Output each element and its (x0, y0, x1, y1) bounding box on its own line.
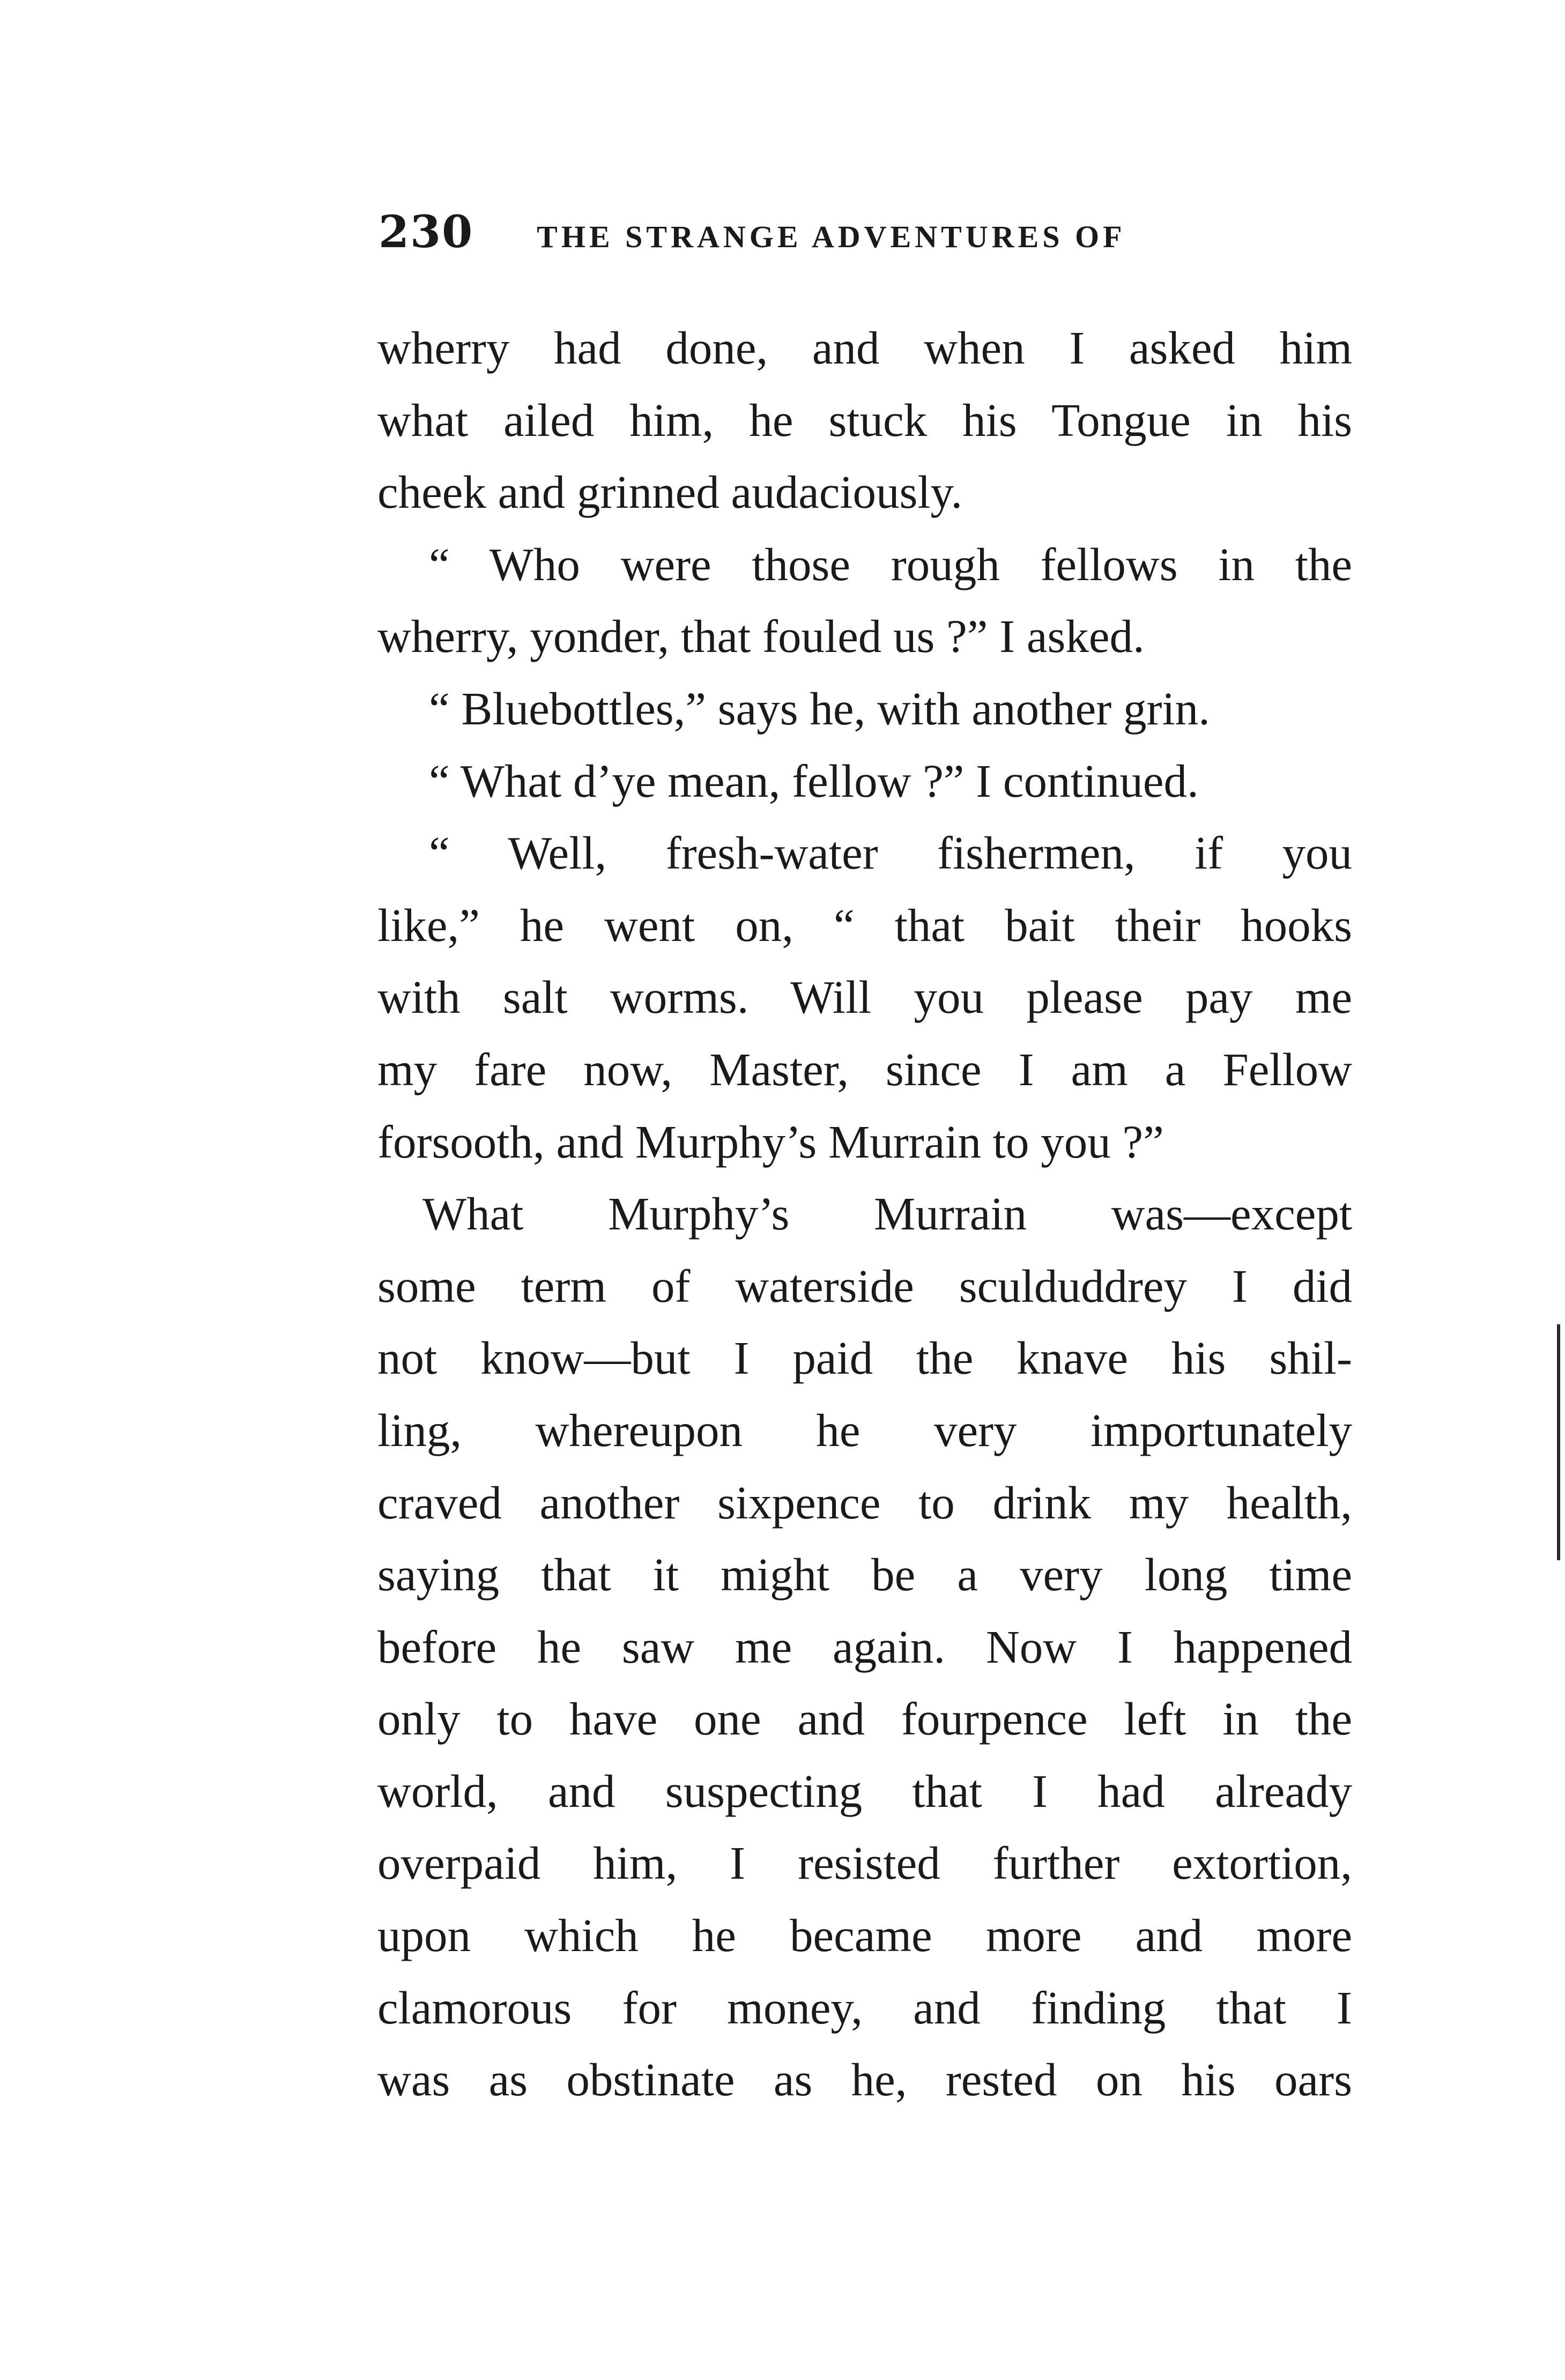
text-line: What Murphy’s Murrain was—except (422, 1188, 1352, 1240)
text-line: craved another sixpence to drink my health, (377, 1476, 1352, 1529)
text-line: was as obstinate as he, rested on his oars (377, 2053, 1352, 2106)
page-number: 230 (379, 206, 474, 258)
text-line: some term of waterside sculduddrey I did (377, 1259, 1352, 1312)
text-line: wherry, yonder, that fouled us ?” I asked. (377, 610, 1145, 663)
scan-edge-mark (1557, 1324, 1560, 1560)
body-text (377, 312, 1352, 2116)
running-head (379, 206, 1354, 260)
text-line: cheek and grinned audaciously. (377, 466, 963, 518)
text-line: with salt worms. Will you please pay me (377, 971, 1352, 1024)
text-line: what ailed him, he stuck his Tongue in his (377, 394, 1352, 446)
text-line: before he saw me again. Now I happened (377, 1620, 1352, 1673)
text-line: saying that it might be a very long time (377, 1548, 1352, 1601)
text-line: like,” he went on, “ that bait their hooks (377, 899, 1352, 951)
text-line: “ Who were those rough fellows in the (429, 538, 1352, 590)
text-line: not know—but I paid the knave his shil- (377, 1332, 1352, 1384)
text-line: world, and suspecting that I had already (377, 1764, 1352, 1817)
text-line: “ Bluebottles,” says he, with another grin. (429, 682, 1210, 735)
text-line: my fare now, Master, since I am a Fellow (377, 1043, 1352, 1095)
text-line: wherry had done, and when I asked him (377, 322, 1352, 374)
text-line: upon which he became more and more (377, 1909, 1352, 1962)
text-line: “ What d’ye mean, fellow ?” I continued. (429, 754, 1199, 807)
text-line: ling, whereupon he very importunately (377, 1404, 1352, 1456)
text-line: overpaid him, I resisted further extortion, (377, 1837, 1352, 1889)
text-line: clamorous for money, and finding that I (377, 1981, 1352, 2034)
running-title: THE STRANGE ADVENTURES OF (537, 219, 1126, 254)
text-line: only to have one and fourpence left in the (377, 1693, 1352, 1745)
text-line: forsooth, and Murphy’s Murrain to you ?” (377, 1115, 1164, 1168)
text-line: “ Well, fresh-water fishermen, if you (429, 827, 1352, 879)
